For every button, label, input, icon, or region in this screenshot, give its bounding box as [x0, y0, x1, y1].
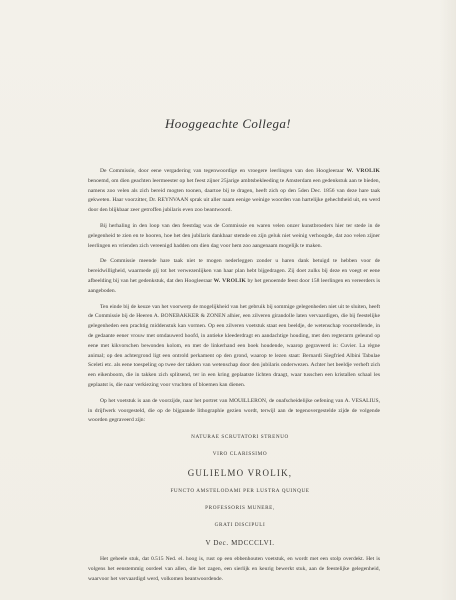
dedication-line-6: GRATI DISCIPULI	[214, 522, 266, 529]
paragraph-3-text-b: by het genoemde feest door 158 leerlingen en vereerders is aangeboden.	[88, 277, 381, 294]
dedication-line-7: V Dec. MDCCCLVI.	[205, 539, 275, 548]
greeting-heading: Hooggeachte Collega!	[164, 116, 292, 131]
letter-body	[88, 167, 380, 591]
page-edge-shadow	[440, 0, 456, 600]
paragraph-1-text-b: benoemd, om dien geachten leermeester op het feest zijner 25jarige ambtsbekleeding te Amsterdam een gedenkstuk aan te bieden, namens zoo velen als zich bereid mogten toonen, daartoe bij te dragen, heeft zich op den 5den Dec. 1856 van deze hare taak gekweten. Haar voorzitter, Dr. REYNVAAN sprak uit aller naam eenige weinige woorden van hartelijke gehechtheid uit, en werd door den blijkbaar zeer getroffen jubilaris even zoo beantwoord.	[88, 177, 380, 214]
paragraph-3-text-a: De Commissie meende hare taak niet te mogen nederleggen zonder u haren dank betuigd te hebben voor de bereidwilligheid, waarmede gij tot het verwezenlijken van haar plan hebt bijgedragen. Zij doet zulks bij deze en voegt er eene afbeelding bij van het gedenkstuk, dat den Hoogleeraar	[88, 258, 380, 284]
dedication-line-2: VIRO CLARISSIMO	[212, 451, 268, 458]
paragraph-6: Het geheele stuk, dat 0.515 Ned. el. hoog is, rust op een ebbenhouten voetstuk, en wordt met een stolp overdekt. Het is volgens het eenstemmig oordeel van allen, die het zagen, een sierlijk en keurig bewerkt stuk, aan de feestelijke gelegenheid, waarvoor het vervaardigd werd, volkomen beantwoordende.	[88, 556, 380, 582]
paragraph-2: Bij herhaling in den loop van den feestdag was de Commissie en waren velen onzer kunstbroeders hier ter stede in de gelegenheid te zien en te hooren, hoe het den jubilaris dankbaar stemde en zijn geluk niet weinig verhoogde, dat zoo velen zijner leerlingen en vrienden zich vereenigd hadden om dien dag voor hem zoo aangenaam mogelijk te maken.	[88, 222, 380, 249]
paragraph-5: Op het voetstuk is aan de voorzijde, naar het portret van MOUILLERON, de onafscheidelijke oefening van A. VESALIUS, in drijfwerk voorgesteld, die op de bijgaande lithographie gezien wordt, terwijl aan de tegenovergestelde zijde de volgende woorden gegraveerd zijn:	[88, 397, 380, 424]
dedication-line-3: GULIELMO VROLIK,	[187, 468, 293, 479]
honoree-name-2: W. VROLIK	[213, 277, 246, 284]
paragraph-4: Ten einde bij de keuze van het voorwerp de mogelijkheid van het gebruik bij sommige gelegenheden niet uit te sluiten, heeft de Commissie bij de Heeren A. BONEBAKKER & ZONEN alhier, een zilveren girandolle laten vervaardigen, die bij feestelijke gelegenheden een prachtig middenstuk kan vormen. Op een zilveren voetstuk staat een beeldje, de wetenschap voorstellende, in de gedaante eener vrouw met omdauwerd hoofd, in antieke kleederdragt en aandachtige houding, met den regterarm geleund op eene met kikvorschen bewonden kolom, en met de linkerhand een boek houdende, waarop gegraveerd is: Cuvier. La règne animal; op den achtergrond ligt een ontrold perkament op den grond, waarop te lezen staat: Bernardi Siegfried Albini Tabulae Sceleti etc. als eene toespeling op twee der takken van wetenschap door den jubilaris onderwezen. Achter het beeldje verheft zich een eikenboom, die in takken zich splitsend, ter in een kring geplaatste lichten draagt, waar tusschen een kristallen schaal les geplaatst is, die naar verkiezing voor vruchten of bloemen kan dienen.	[88, 303, 380, 388]
honoree-name: W. VROLIK	[346, 168, 380, 174]
dedication-line-5: PROFESSORIS MUNERE,	[205, 505, 275, 512]
dedication-line-1: NATURAE SCRUTATORI STRENUO	[191, 434, 289, 441]
paragraph-1-text-a: De Commissie, door eene vergadering van tegenwoordige en vroegere leerlingen van den Hoogleeraar	[100, 168, 344, 174]
dedication-block	[88, 432, 380, 549]
paragraph-1	[88, 167, 380, 216]
dedication-line-4: FUNCTO AMSTELODAMI PER LUSTRA QUINQUE	[170, 488, 310, 495]
paragraph-3	[88, 257, 380, 296]
